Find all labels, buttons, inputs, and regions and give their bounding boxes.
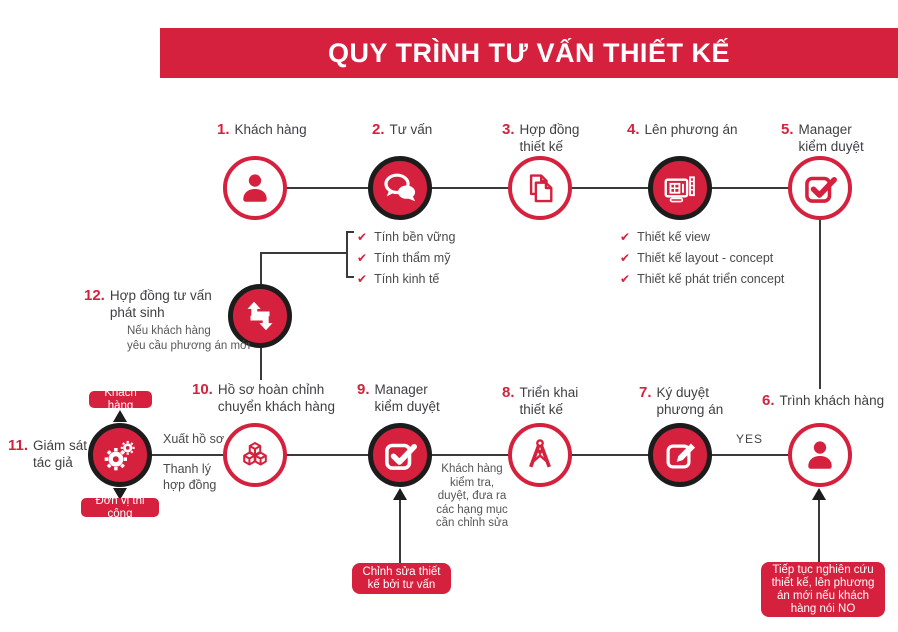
step-number: 1. [217,121,230,138]
check-icon: ✔ [357,272,368,286]
note-yes: YES [736,432,764,446]
compass-icon [521,436,559,474]
check-icon: ✔ [357,230,368,244]
step-3-label: 3. Hợp đồng thiết kế [502,121,580,154]
step-9-node [368,423,432,487]
step-number: 4. [627,121,640,138]
tag-don-vi-thi-cong: Đơn vị thi công [81,498,159,517]
connector-12-bottom [260,347,262,380]
step-4-label: 4. Lên phương án [627,121,738,138]
check-icon: ✔ [620,251,631,265]
step-4-node [648,156,712,220]
checklist-item: ✔ Thiết kế phát triển concept [620,269,784,290]
step-2-node [368,156,432,220]
person-icon [801,436,839,474]
connector-continuebox-to-6 [818,499,820,563]
step-8-node [508,423,572,487]
checklist-design [620,227,784,290]
note-xuat-ho-so: Xuất hồ sơ [163,432,225,446]
arrowhead-up-6 [812,488,826,500]
arrowhead-up-9 [393,488,407,500]
step-2-label: 2. Tư vấn [372,121,433,138]
tag-khach-hang: Khách hàng [89,391,152,408]
title-banner [160,28,898,78]
connector-12-top [260,252,262,285]
person-icon [236,169,274,207]
bracket-tick-bottom [346,276,354,278]
checkbox-icon [381,436,419,474]
step-5-label: 5. Manager kiểm duyệt [781,121,864,154]
step-10-label: 10. Hồ sơ hoàn chỉnh chuyển khách hàng [192,381,335,414]
step-10-node [223,423,287,487]
step-11-label: 11. Giám sát tác giả [8,437,88,470]
box-continue-research: Tiếp tục nghiên cứu thiết kế, lên phương án mới nếu khách hàng nói NO [761,562,885,617]
bracket-tick-top [346,231,354,233]
step-12-subnote: Nếu khách hàng yêu cầu phương án mới [127,325,251,352]
note-review: Khách hàng kiểm tra, duyệt, đưa ra các hạng mục cần chỉnh sửa [435,463,509,529]
step-1-node [223,156,287,220]
box-edit-by-consultant: Chỉnh sửa thiết kế bởi tư vấn [352,563,451,594]
note-thanh-ly: Thanh lý hợp đồng [163,462,217,492]
check-icon: ✔ [620,272,631,286]
step-7-node [648,423,712,487]
step-6-node [788,423,852,487]
connector-bracket-to-12 [260,252,346,254]
bracket-line [346,231,348,278]
checkbox-icon [801,169,839,207]
step-number: 10. [192,381,213,398]
step-11-node [88,423,152,487]
checklist-item: ✔ Thiết kế layout - concept [620,248,784,269]
step-number: 6. [762,392,775,409]
check-icon: ✔ [357,251,368,265]
chat-icon [381,169,419,207]
step-9-label: 9. Manager kiểm duyệt [357,381,440,414]
step-number: 9. [357,381,370,398]
checklist-item: ✔ Tính thẩm mỹ [357,248,455,269]
step-6-label: 6. Trình khách hàng [762,392,885,409]
check-icon: ✔ [620,230,631,244]
step-number: 7. [639,384,652,401]
step-5-node [788,156,852,220]
step-1-label: 1. Khách hàng [217,121,307,138]
step-number: 3. [502,121,515,138]
step-number: 11. [8,437,29,454]
gears-icon [101,436,139,474]
step-number: 2. [372,121,385,138]
checklist-consult [357,227,455,290]
blueprint-icon [661,169,699,207]
step-8-label: 8. Triển khai thiết kế [502,384,579,417]
connector-editbox-to-9 [399,499,401,564]
page-title: QUY TRÌNH TƯ VẤN THIẾT KẾ [328,37,730,68]
step-3-node [508,156,572,220]
cubes-icon [236,436,274,474]
checklist-item: ✔ Tính kinh tế [357,269,455,290]
connector-right-vertical [819,219,821,389]
checklist-item: ✔ Tính bền vững [357,227,455,248]
step-number: 5. [781,121,794,138]
documents-icon [521,169,559,207]
step-number: 8. [502,384,515,401]
sign-pencil-icon [661,436,699,474]
checklist-item: ✔ Thiết kế view [620,227,784,248]
step-number: 12. [84,287,105,304]
step-7-label: 7. Ký duyệt phương án [639,384,724,417]
step-12-label: 12. Hợp đồng tư vấn phát sinh [84,287,212,320]
